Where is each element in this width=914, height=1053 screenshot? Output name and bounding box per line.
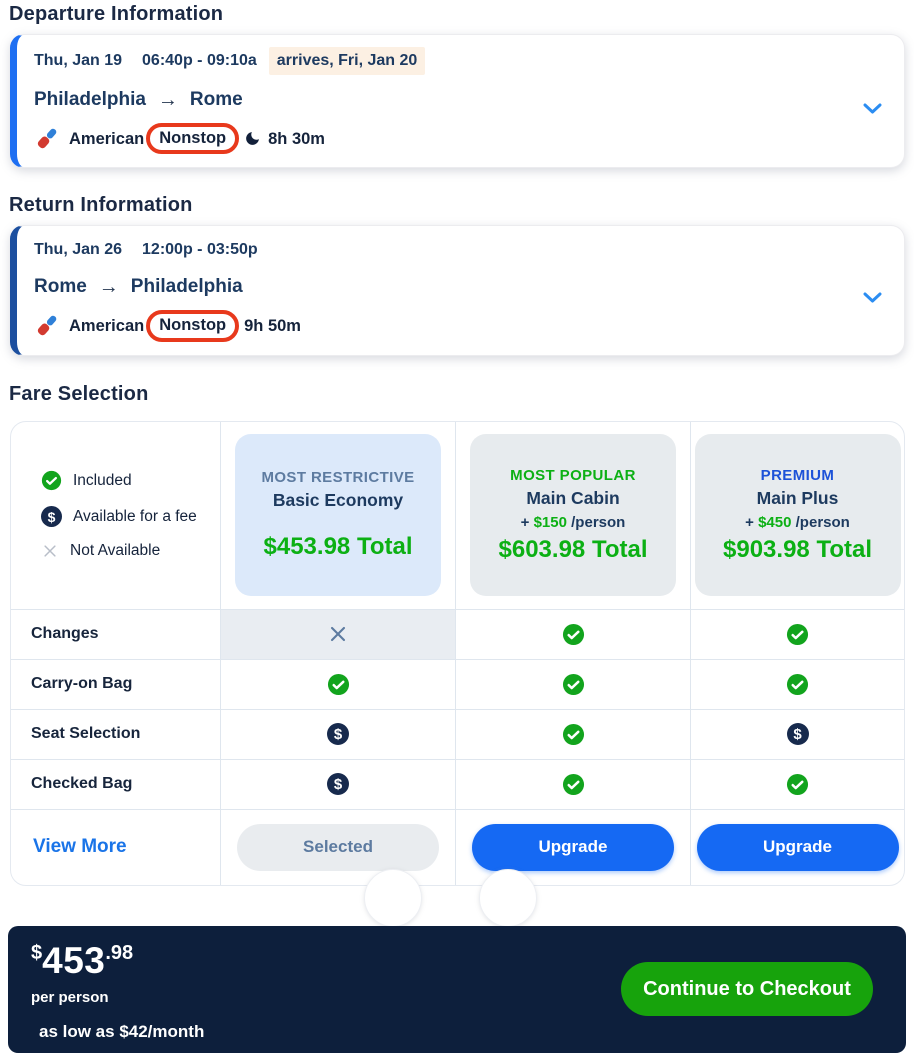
fare-selection-title: Fare Selection bbox=[9, 382, 149, 405]
departure-arrival-note: arrives, Fri, Jan 20 bbox=[269, 47, 426, 75]
fare-row-label: Changes bbox=[11, 609, 220, 659]
departure-origin: Philadelphia bbox=[34, 89, 146, 110]
fare-value-cell bbox=[220, 659, 455, 709]
main-cabin-upgrade-button[interactable]: Upgrade bbox=[472, 824, 674, 871]
fare-value-cell bbox=[220, 759, 455, 809]
tier-badge: MOST RESTRICTIVE bbox=[261, 469, 415, 487]
tier-upcharge bbox=[521, 514, 626, 531]
view-more-link[interactable]: View More bbox=[33, 836, 127, 858]
departure-section bbox=[0, 0, 914, 168]
upcharge-prefix: + bbox=[745, 513, 754, 531]
basic-economy-selected-button[interactable]: Selected bbox=[237, 824, 439, 871]
fare-row-label: Seat Selection bbox=[11, 709, 220, 759]
financing-label: as low as $42/month bbox=[39, 1022, 205, 1042]
fare-value-cell bbox=[455, 759, 690, 809]
return-section bbox=[0, 194, 914, 355]
fare-value-cell bbox=[690, 759, 904, 809]
dollar-circle-icon: $ bbox=[787, 723, 809, 745]
tier-name: Main Plus bbox=[756, 487, 839, 508]
departure-meta bbox=[34, 123, 858, 154]
return-title: Return Information bbox=[9, 194, 193, 217]
x-icon bbox=[41, 542, 59, 560]
legend-label: Available for a fee bbox=[73, 507, 197, 525]
total-price bbox=[31, 936, 204, 986]
upcharge-amount: $450 bbox=[758, 513, 792, 531]
dollar-circle-icon: $ bbox=[41, 506, 62, 527]
tier-total: $453.98 Total bbox=[263, 533, 413, 561]
check-circle-icon bbox=[562, 673, 585, 696]
arrow-right-icon: → bbox=[98, 276, 119, 299]
main-plus-upgrade-button[interactable]: Upgrade bbox=[697, 824, 899, 871]
departure-nonstop-annotation bbox=[146, 123, 239, 154]
fare-row-label: Checked Bag bbox=[11, 759, 220, 809]
tier-upcharge bbox=[745, 514, 850, 531]
departure-stops: Nonstop bbox=[159, 129, 227, 147]
price-cents: .98 bbox=[105, 942, 134, 965]
tier-badge: PREMIUM bbox=[760, 466, 835, 484]
check-circle-icon bbox=[562, 623, 585, 646]
return-flight-card[interactable] bbox=[10, 225, 905, 355]
tier-name: Basic Economy bbox=[272, 490, 404, 511]
check-circle-icon bbox=[41, 470, 62, 491]
legend-label: Not Available bbox=[70, 542, 161, 560]
departure-datetime-line bbox=[34, 47, 858, 75]
fare-value-cell bbox=[690, 659, 904, 709]
departure-airline: American bbox=[69, 129, 145, 148]
upcharge-prefix: + bbox=[520, 513, 530, 531]
fare-column-main-plus-header bbox=[690, 422, 904, 609]
fare-value-cell bbox=[455, 709, 690, 759]
check-circle-icon bbox=[327, 673, 350, 696]
departure-title: Departure Information bbox=[9, 3, 224, 25]
fare-value-cell bbox=[455, 609, 690, 659]
legend-label: Included bbox=[73, 471, 132, 489]
fare-table bbox=[10, 421, 905, 886]
legend-item bbox=[41, 470, 132, 491]
upcharge-amount: $150 bbox=[533, 513, 567, 531]
departure-destination: Rome bbox=[189, 89, 243, 110]
fare-legend bbox=[11, 422, 220, 609]
arrow-right-icon: → bbox=[157, 89, 178, 111]
fare-footer-basic-cell bbox=[220, 809, 455, 885]
carousel-prev-button[interactable] bbox=[364, 869, 422, 927]
x-icon bbox=[327, 623, 349, 645]
return-destination: Philadelphia bbox=[130, 276, 243, 298]
departure-route bbox=[34, 86, 858, 114]
return-origin: Rome bbox=[34, 276, 87, 298]
tier-card-basic-economy bbox=[235, 434, 441, 596]
price-amount: 453 bbox=[42, 940, 106, 982]
return-expand-chevron-down-icon[interactable] bbox=[859, 288, 886, 307]
fare-value-cell bbox=[455, 659, 690, 709]
return-route bbox=[34, 273, 858, 301]
fare-selection-section bbox=[0, 383, 914, 886]
fare-value-cell bbox=[220, 709, 455, 759]
continue-to-checkout-button[interactable]: Continue to Checkout bbox=[621, 962, 873, 1016]
american-airlines-logo-icon bbox=[34, 126, 60, 152]
fare-footer-main-plus-cell bbox=[690, 809, 904, 885]
return-stops: Nonstop bbox=[159, 316, 227, 335]
fare-footer-main-cabin-cell bbox=[455, 809, 690, 885]
check-circle-icon bbox=[562, 773, 585, 796]
return-datetime-line bbox=[34, 238, 858, 262]
fare-row-label: Carry-on Bag bbox=[11, 659, 220, 709]
check-circle-icon bbox=[786, 623, 809, 646]
upcharge-suffix: /person bbox=[571, 513, 626, 531]
moon-icon bbox=[244, 130, 261, 147]
return-duration: 9h 50m bbox=[244, 316, 301, 335]
departure-duration: 8h 30m bbox=[268, 129, 325, 148]
american-airlines-logo-icon bbox=[34, 313, 60, 339]
return-time-range: 12:00p - 03:50p bbox=[142, 241, 258, 259]
fare-column-basic-economy-header bbox=[220, 422, 455, 609]
return-date: Thu, Jan 26 bbox=[34, 241, 123, 259]
upcharge-suffix: /person bbox=[795, 513, 850, 531]
departure-flight-card[interactable] bbox=[10, 34, 905, 168]
departure-expand-chevron-down-icon[interactable] bbox=[859, 99, 886, 118]
departure-time-range: 06:40p - 09:10a bbox=[142, 52, 257, 69]
tier-card-main-cabin bbox=[470, 434, 676, 596]
tier-card-main-plus bbox=[695, 434, 901, 596]
fare-column-main-cabin-header bbox=[455, 422, 690, 609]
check-circle-icon bbox=[562, 723, 585, 746]
tier-name: Main Cabin bbox=[526, 487, 620, 508]
fare-value-cell bbox=[690, 609, 904, 659]
legend-item bbox=[41, 506, 197, 527]
return-nonstop-annotation bbox=[146, 310, 239, 341]
dollar-circle-icon: $ bbox=[327, 723, 349, 745]
check-circle-icon bbox=[786, 673, 809, 696]
fare-value-cell bbox=[690, 709, 904, 759]
carousel-next-button[interactable] bbox=[479, 869, 537, 927]
price-block bbox=[23, 936, 204, 1042]
check-circle-icon bbox=[786, 773, 809, 796]
departure-date: Thu, Jan 19 bbox=[34, 52, 123, 69]
tier-badge: MOST POPULAR bbox=[510, 466, 636, 484]
fare-value-cell bbox=[220, 609, 455, 659]
return-meta bbox=[34, 310, 858, 341]
tier-total: $603.98 Total bbox=[498, 535, 648, 563]
price-currency: $ bbox=[31, 942, 43, 965]
dollar-circle-icon: $ bbox=[327, 773, 349, 795]
per-person-label: per person bbox=[31, 989, 109, 1007]
return-airline: American bbox=[69, 316, 145, 335]
checkout-bar bbox=[8, 926, 906, 1053]
legend-item bbox=[41, 542, 160, 560]
tier-total: $903.98 Total bbox=[723, 535, 872, 563]
fare-footer-viewmore-cell bbox=[11, 809, 220, 885]
